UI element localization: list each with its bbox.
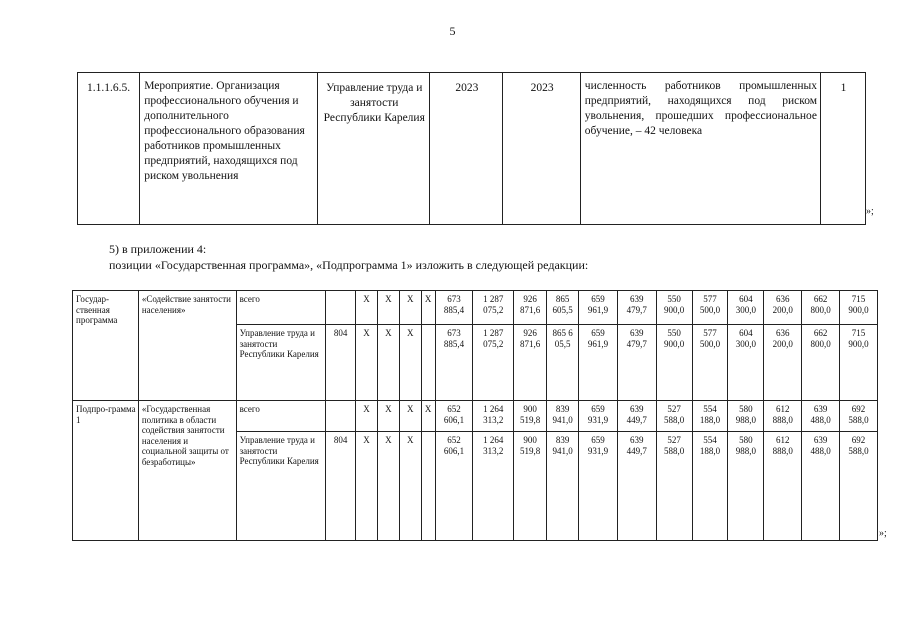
amount-cell: 692 588,0 bbox=[840, 401, 878, 432]
amount-cell: 636 200,0 bbox=[764, 291, 802, 325]
paragraph-heading: 5) в приложении 4: bbox=[109, 242, 207, 256]
program-name: «Содействие занятости населения» bbox=[138, 291, 236, 401]
amount-cell: 662 800,0 bbox=[802, 325, 840, 401]
code-cell: Х bbox=[421, 291, 435, 325]
amount-cell: 612 888,0 bbox=[764, 432, 802, 541]
amount-cell: 839 941,0 bbox=[547, 432, 579, 541]
amount-cell: 865 605,5 bbox=[547, 291, 579, 325]
code-cell: Х bbox=[399, 401, 421, 432]
closing-quote: »; bbox=[866, 206, 874, 217]
code-cell: Х bbox=[399, 325, 421, 401]
grbs-code: 804 bbox=[326, 325, 356, 401]
amount-cell: 550 900,0 bbox=[656, 325, 692, 401]
amount-cell: 715 900,0 bbox=[840, 291, 878, 325]
table-row bbox=[78, 73, 866, 225]
amount-cell: 580 988,0 bbox=[728, 432, 764, 541]
code-cell bbox=[421, 432, 435, 541]
paragraph-instruction: позиции «Государственная программа», «Подпрограмма 1» изложить в следующей редакции: bbox=[109, 258, 589, 272]
amount-cell: 926 871,6 bbox=[514, 291, 547, 325]
amount-cell: 577 500,0 bbox=[692, 291, 728, 325]
amount-cell: 659 931,9 bbox=[579, 401, 618, 432]
code-cell: Х bbox=[377, 291, 399, 325]
table-row bbox=[73, 401, 878, 432]
activity-number: 1.1.1.6.5. bbox=[78, 73, 140, 225]
amount-cell: 926 871,6 bbox=[514, 325, 547, 401]
amount-cell: 865 6 05,5 bbox=[547, 325, 579, 401]
program-status: Подпро-грамма 1 bbox=[73, 401, 139, 541]
amount-cell: 612 888,0 bbox=[764, 401, 802, 432]
amount-cell: 1 264 313,2 bbox=[473, 432, 514, 541]
amount-cell: 900 519,8 bbox=[514, 401, 547, 432]
amount-cell: 639 449,7 bbox=[617, 432, 656, 541]
code-cell: Х bbox=[399, 291, 421, 325]
program-status: Государ-ственная программа bbox=[73, 291, 139, 401]
grbs-code bbox=[326, 291, 356, 325]
code-cell: Х bbox=[377, 401, 399, 432]
amount-cell: 692 588,0 bbox=[840, 432, 878, 541]
amount-cell: 527 588,0 bbox=[656, 432, 692, 541]
code-cell: Х bbox=[356, 432, 378, 541]
amount-cell: 554 188,0 bbox=[692, 432, 728, 541]
amount-cell: 652 606,1 bbox=[435, 432, 473, 541]
page-number: 5 bbox=[449, 24, 456, 38]
activity-executor: Управление труда и занятости Республики Карелия bbox=[318, 73, 430, 225]
grbs-code bbox=[326, 401, 356, 432]
amount-cell: 659 931,9 bbox=[579, 432, 618, 541]
amount-cell: 715 900,0 bbox=[840, 325, 878, 401]
row-label: всего bbox=[236, 291, 326, 325]
amount-cell: 636 200,0 bbox=[764, 325, 802, 401]
code-cell: Х bbox=[356, 291, 378, 325]
activity-year-start: 2023 bbox=[430, 73, 503, 225]
activity-description: Мероприятие. Организация профессионального обучения и дополнительного профессионального образования работников промышленных предприятий, находящихся под риском увольнения bbox=[140, 73, 318, 225]
amount-cell: 639 488,0 bbox=[802, 432, 840, 541]
amount-cell: 580 988,0 bbox=[728, 401, 764, 432]
amount-cell: 639 449,7 bbox=[617, 401, 656, 432]
activity-table bbox=[77, 72, 866, 225]
amount-cell: 639 479,7 bbox=[617, 325, 656, 401]
amount-cell: 1 287 075,2 bbox=[473, 325, 514, 401]
code-cell: Х bbox=[356, 401, 378, 432]
code-cell bbox=[421, 325, 435, 401]
amount-cell: 839 941,0 bbox=[547, 401, 579, 432]
amount-cell: 639 479,7 bbox=[617, 291, 656, 325]
code-cell: Х bbox=[421, 401, 435, 432]
row-label: всего bbox=[236, 401, 326, 432]
amount-cell: 550 900,0 bbox=[656, 291, 692, 325]
amount-cell: 659 961,9 bbox=[579, 291, 618, 325]
amount-cell: 554 188,0 bbox=[692, 401, 728, 432]
grbs-code: 804 bbox=[326, 432, 356, 541]
program-name: «Государственная политика в области содействия занятости населения и социальной защиты от безработицы» bbox=[138, 401, 236, 541]
code-cell: Х bbox=[377, 325, 399, 401]
amount-cell: 604 300,0 bbox=[728, 325, 764, 401]
amount-cell: 659 961,9 bbox=[579, 325, 618, 401]
closing-quote: »; bbox=[879, 528, 887, 539]
activity-year-end: 2023 bbox=[503, 73, 580, 225]
activity-indicator: численность работников промышленных предприятий, находящихся под риском увольнения, прошедших профессиональное обучение, – 42 человека bbox=[580, 73, 820, 225]
amount-cell: 527 588,0 bbox=[656, 401, 692, 432]
amount-cell: 639 488,0 bbox=[802, 401, 840, 432]
amount-cell: 1 264 313,2 bbox=[473, 401, 514, 432]
amount-cell: 577 500,0 bbox=[692, 325, 728, 401]
row-label: Управление труда и занятости Республики Карелия bbox=[236, 432, 326, 541]
code-cell: Х bbox=[377, 432, 399, 541]
amount-cell: 652 606,1 bbox=[435, 401, 473, 432]
row-label: Управление труда и занятости Республики Карелия bbox=[236, 325, 326, 401]
amount-cell: 673 885,4 bbox=[435, 291, 473, 325]
funding-table bbox=[72, 290, 878, 541]
amount-cell: 673 885,4 bbox=[435, 325, 473, 401]
amount-cell: 662 800,0 bbox=[802, 291, 840, 325]
amount-cell: 604 300,0 bbox=[728, 291, 764, 325]
code-cell: Х bbox=[356, 325, 378, 401]
activity-value: 1 bbox=[821, 73, 866, 225]
amount-cell: 900 519,8 bbox=[514, 432, 547, 541]
table-row bbox=[73, 291, 878, 325]
code-cell: Х bbox=[399, 432, 421, 541]
amount-cell: 1 287 075,2 bbox=[473, 291, 514, 325]
